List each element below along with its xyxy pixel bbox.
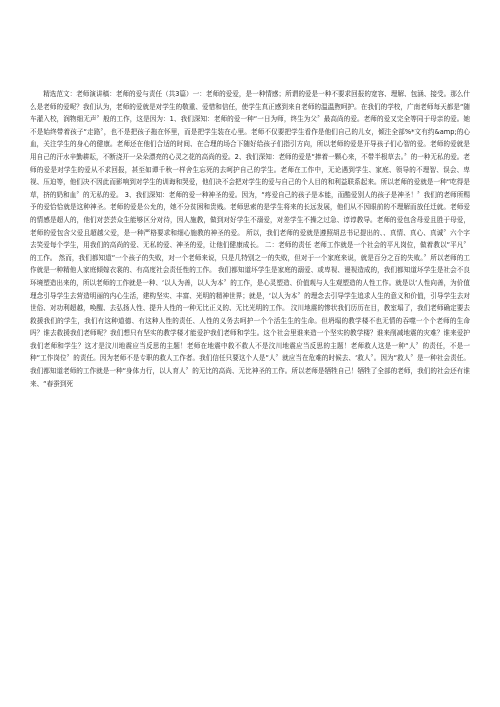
document-paragraph: 精选范文：老师演讲稿：老师的爱与责任（共3篇）一：老师的爱爱，是一种情感；所谓的爱是一种不要求回报的宽容、理解、包涵、接受。那么什么是老师的爱呢？我们认为，老师的爱就是对学生的敬重、爱惜和信任，使学生真正感到来自老师的温温煦呵护。在我们的学校，广南老师每天都是“随车灌入校，润物细无声〞般的工作，这是因为：1、我们深知：老师的爱一种“一日为师，终生为父〞最高尚的爱。老师的爱又完全等同于母亲的爱。她不是始终带着孩子“走路〞，也不是把孩子拖在怀里，而是把学生装在心里。老师不仅要把学生看作是他们自己的儿女，倾注全部%*文有约&amp;的心血，关注学生的身心的健康。老师还在他们合适的时间、在合理的场合下随好给孩子们指引方向，所以老师的爱是开导孩子们心智的爱。老师的爱就是用自己的汗水辛勤耕耘，不断浇开一朵朵漂亮的心灵之花的高尚的爱。2、我们深知：老师的爱是“捧着一颗心来，不带半根草去。〞的一种无私的爱。老师的爱是对学生的爱从不求回报，甚至如谭千秋一样舍生忘死的去呵护自己的学生。老师在工作中，无论遇到学生、家庭、领导的不理智、误会、卑视、压迫等，他们决不因此而影响到对学生的训诲和哭爱，他们决不会把对学生的爱与自己的个人目的和利益联系起来。所以老师的爱就是一种“吃得是草，挤的奶和血〞的无私的爱。 3、我们深知：老师的爱一种神圣的爱。因为，“疼爱自己的孩子是本能，而酷爱别人的孩子是神圣！〞我们的老师所赐予的爱恰恰就是这种神圣。老师的爱是公允的，她不分贫困和贵贱。老师思索的是学生将来的长远发展，他们从不因眼前的不理解而放任迁就。老师爱的情感是超人的，他们对芸芸众生能够区分对待，因人施教，做到对好学生不溺爱，对差学生不操之过急、谆谆教导。老师的爱包含母爱且胜于母爱，老师的爱包含父爱且超越父爱，是一种严格要求和细心施教的神圣的爱。 所以，我们老师的爱就是遵照胡总书记提出的、、真情、真心、真诚〞六个字去笑爱每个学生，用我们的高尚的爱、无私的爱、神圣的爱，让他们健康成长。 二：老师的责任 老师工作就是一个社会的平凡岗位，做着教以“平凡〞的工作。 然而，我们都知道“一个孩子的失败，对一个老师来说，只是几特别之一的失败，但对于一个家庭来说，就是百分之百的失败。〞所以老师的工作就是一种精他人家庭倾嫁衣裳的、有高度社会责任性的工作。 我们都知道坏学生是家庭的溺爱、或卑视、谩视造成的，我们都知道坏学生是社会不良环境塑造出来的，所以老师的工作就是一种、‘以人为善，以人为本〞的工作，是心灵塑造、价值观与人生观塑造的人性工作。就是以‘人性向善，为价值理念引导学生去营造明丽的内心生活，建构坚实、丰富、光明的精神世界；就是，‘以人为本〞的理念去引导学生追求人生的意义和价值，引导学生去对世俗、对功利超越，唤醒、去弘扬人性、提升人性的一种无比正义的、无比光明的工作。 汶川地震的惨状我们历历在目，教室塌了，我们老师确定要去救援我们的学生，我们有这种道德、有这种人性的责任、人性的义务去呵护一个个活生生的生命。但坍塌的教学楼不也无情的吞噬一个个老师的生命吗？谁去救援我们老师呢？我们想只有坚实的教学楼才能爱护我们老师和学生。这个社会里谁来造一个坚实的教学楼？谁来削减地震的灾难？谁来爱护我们老师和学生？这才是汶川地震应当反思的主题！老师在地震中救不救人不是汶川地震应当反思的主题！老师救人这是一种“人〞的责任，不是一种“工作岗位〞的责任。因为老师不是专职的救人工作者。我们信任只要这个人是“人〞就应当在危难的时候去、‘救人〞。因为“救人〞是一种社会责任。我们都知道老师的工作就是一种“身体力行，以人育人〞的无比的高尚、无比神圣的工作。所以老师是牺牲自己！牺牲了全部的老师，我们的社会还有谁来、“春蚕到死 <box>30 90 470 388</box>
document-page <box>30 88 470 390</box>
